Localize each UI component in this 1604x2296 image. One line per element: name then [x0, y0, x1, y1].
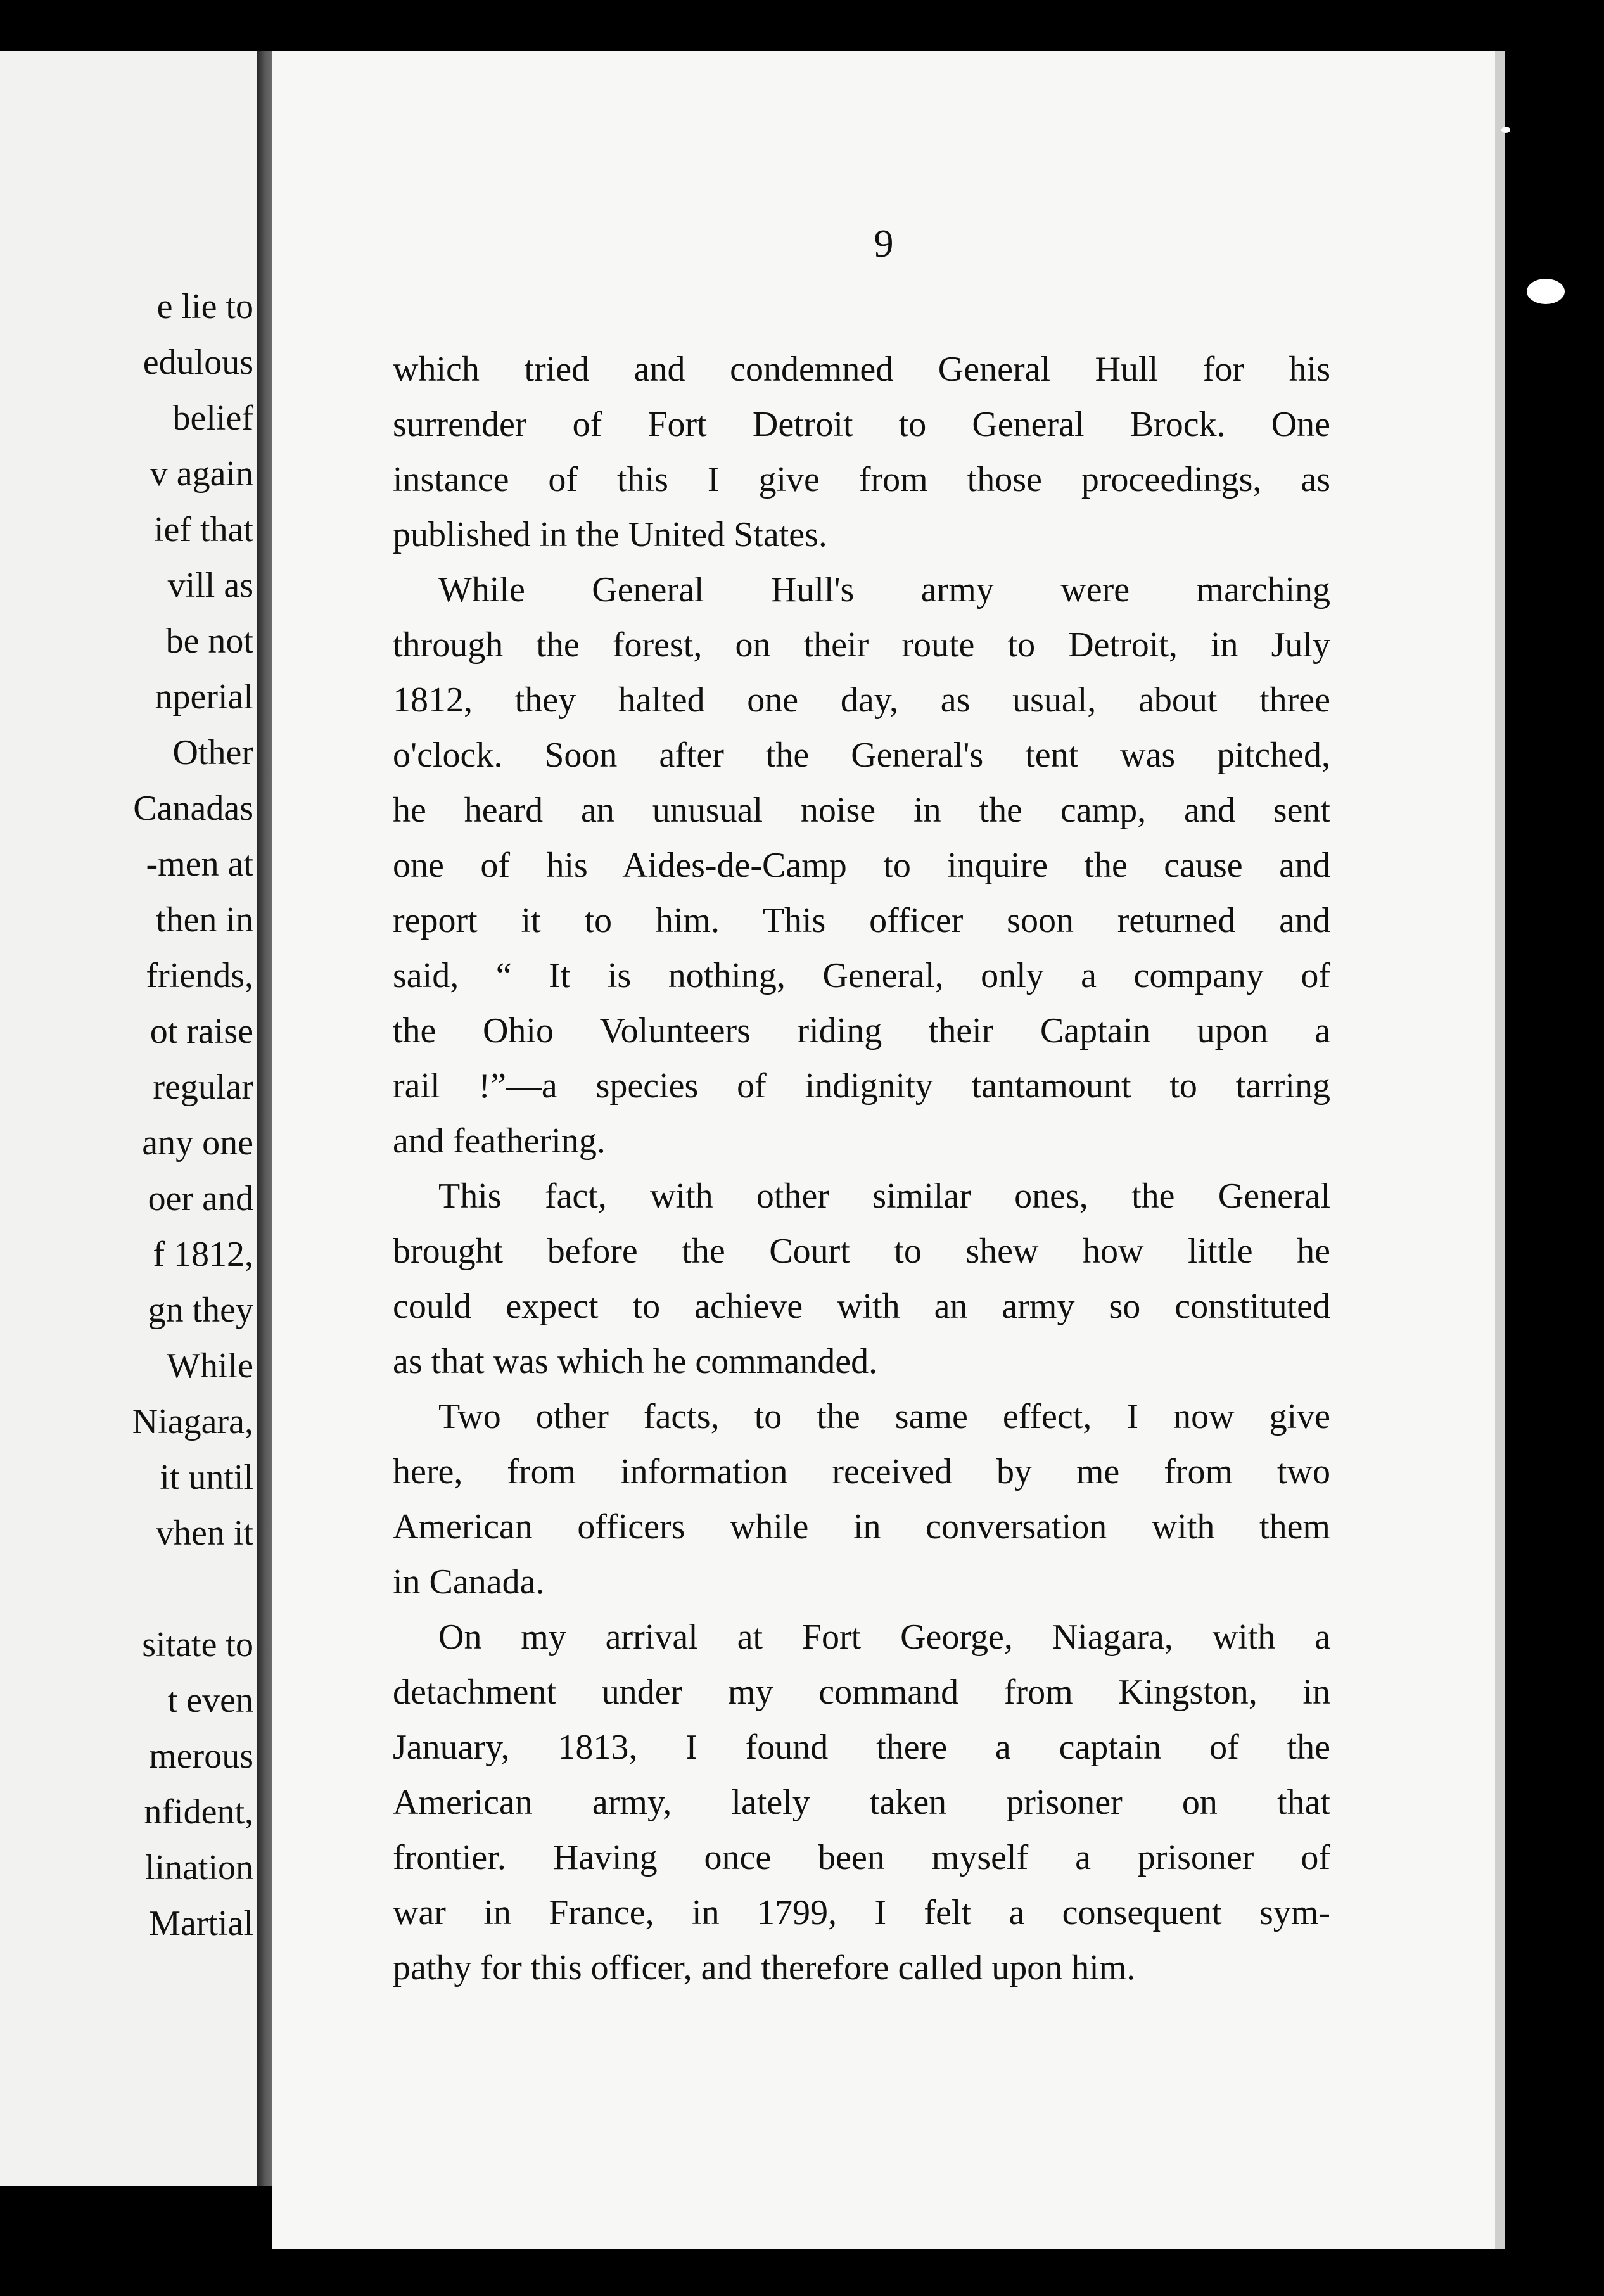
- left-page-line: any one: [142, 1123, 253, 1163]
- text-line: one of his Aides-de-Camp to inquire the cause and: [393, 846, 1330, 885]
- text-line: said, “ It is nothing, General, only a company of: [393, 956, 1330, 995]
- text-line: instance of this I give from those proceedings, as: [393, 460, 1330, 499]
- left-page-line: Niagara,: [132, 1402, 253, 1441]
- paragraph: [393, 563, 1330, 1169]
- left-page-line: v again: [150, 454, 253, 494]
- left-page-line: ief that: [153, 510, 253, 549]
- left-page-line: Martial: [149, 1904, 253, 1943]
- left-page-line: vhen it: [156, 1514, 253, 1553]
- left-page-line: e lie to: [156, 287, 253, 326]
- paragraph: [393, 1610, 1330, 1996]
- left-page-line: oer and: [148, 1179, 253, 1218]
- scan-speck: [1501, 127, 1510, 133]
- left-page-line: it until: [160, 1458, 253, 1497]
- left-page-fragment: [0, 51, 258, 2186]
- text-line: report it to him. This officer soon returned and: [393, 901, 1330, 940]
- left-page-line: regular: [153, 1068, 253, 1107]
- text-line: surrender of Fort Detroit to General Brock. One: [393, 405, 1330, 444]
- text-line: This fact, with other similar ones, the General: [438, 1177, 1330, 1216]
- text-line: in Canada.: [393, 1562, 545, 1602]
- left-page-line: nperial: [155, 677, 253, 717]
- left-page-line: be not: [165, 622, 253, 661]
- left-page-line: -men at: [146, 845, 253, 884]
- text-line: American officers while in conversation with them: [393, 1507, 1330, 1547]
- left-page-text: [132, 279, 253, 1951]
- left-page-line: nfident,: [144, 1792, 253, 1832]
- text-line: Two other facts, to the same effect, I now give: [438, 1397, 1330, 1436]
- left-page-line: sitate to: [142, 1625, 253, 1664]
- right-page: [272, 51, 1495, 2249]
- left-page-line: belief: [172, 399, 253, 438]
- text-line: published in the United States.: [393, 515, 827, 554]
- left-page-line: lination: [144, 1848, 253, 1887]
- text-line: here, from information received by me from two: [393, 1452, 1330, 1491]
- text-line: he heard an unusual noise in the camp, and sent: [393, 791, 1330, 830]
- text-line: brought before the Court to shew how little he: [393, 1232, 1330, 1271]
- text-line: could expect to achieve with an army so constituted: [393, 1287, 1330, 1326]
- text-line: detachment under my command from Kingston, in: [393, 1673, 1330, 1712]
- text-line: as that was which he commanded.: [393, 1342, 878, 1381]
- paragraph: [393, 342, 1330, 563]
- paragraph: [393, 1169, 1330, 1389]
- text-line: which tried and condemned General Hull for his: [393, 350, 1330, 389]
- page-edge: [1495, 51, 1505, 2249]
- text-line: January, 1813, I found there a captain of the: [393, 1728, 1330, 1767]
- left-page-line: vill as: [167, 566, 253, 605]
- paragraph: [393, 1389, 1330, 1610]
- left-page-line: friends,: [146, 956, 253, 995]
- left-page-line: merous: [149, 1737, 253, 1776]
- left-page-line: While: [167, 1346, 253, 1386]
- text-line: frontier. Having once been myself a prisoner of: [393, 1838, 1330, 1877]
- left-page-line: Other: [172, 733, 253, 772]
- text-line: o'clock. Soon after the General's tent was pitched,: [393, 736, 1330, 775]
- left-page-line: edulous: [143, 343, 253, 382]
- scan-speck: [1527, 279, 1565, 304]
- left-page-line: [132, 1561, 253, 1617]
- left-page-line: gn they: [148, 1291, 253, 1330]
- page-number: 9: [874, 222, 894, 265]
- left-page-line: f 1812,: [153, 1235, 253, 1274]
- text-line: and feathering.: [393, 1121, 606, 1161]
- text-line: war in France, in 1799, I felt a consequent sym-: [393, 1893, 1330, 1932]
- left-page-line: ot raise: [150, 1012, 253, 1051]
- body-text: [393, 342, 1330, 1996]
- left-page-line: then in: [156, 900, 253, 940]
- text-line: through the forest, on their route to Detroit, in July: [393, 625, 1330, 665]
- text-line: the Ohio Volunteers riding their Captain upon a: [393, 1011, 1330, 1050]
- text-line: While General Hull's army were marching: [438, 570, 1330, 609]
- text-line: American army, lately taken prisoner on that: [393, 1783, 1330, 1822]
- text-line: 1812, they halted one day, as usual, about three: [393, 680, 1330, 720]
- text-line: rail !”—a species of indignity tantamount to tarring: [393, 1066, 1330, 1106]
- text-line: On my arrival at Fort George, Niagara, with a: [438, 1617, 1330, 1657]
- left-page-line: Canadas: [133, 789, 253, 828]
- left-page-line: t even: [167, 1681, 253, 1720]
- text-line: pathy for this officer, and therefore called upon him.: [393, 1948, 1136, 1987]
